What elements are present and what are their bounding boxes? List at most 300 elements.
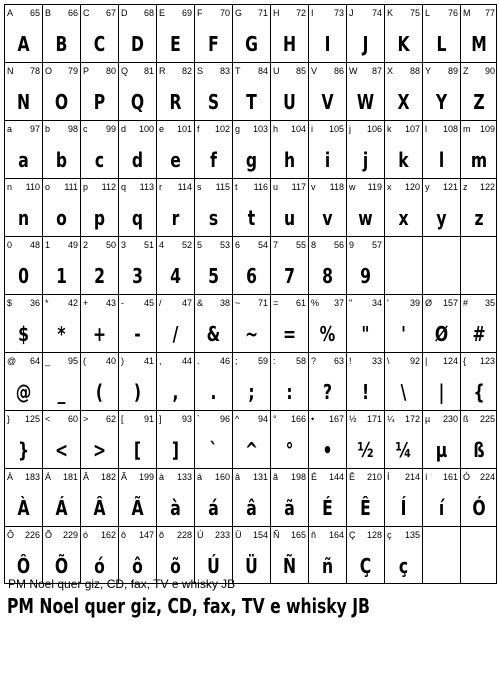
- glyph-code: 181: [62, 472, 78, 482]
- glyph-cell: [156, 294, 194, 352]
- glyph-sample: [465, 551, 493, 581]
- glyph-sample: c: [94, 148, 105, 172]
- glyph-cell: [308, 4, 346, 62]
- glyph-label: [349, 65, 383, 77]
- glyph-sample: Í: [400, 496, 407, 520]
- glyph-cell: [460, 294, 497, 352]
- glyph-cell: [194, 468, 232, 526]
- glyph-code: 154: [252, 530, 268, 540]
- glyph-char-label: e: [159, 124, 165, 134]
- glyph-char-label: ß: [463, 414, 469, 424]
- glyph-cell: [80, 178, 118, 236]
- glyph-char-label: y: [425, 182, 430, 192]
- glyph-label: [159, 297, 193, 309]
- glyph-cell: [42, 120, 80, 178]
- glyph-cell: [232, 294, 270, 352]
- glyph-code: 88: [409, 66, 420, 76]
- glyph-sample: 7: [284, 264, 295, 288]
- glyph-code: 57: [371, 240, 382, 250]
- glyph-code: 33: [371, 356, 382, 366]
- glyph-label: [387, 297, 421, 309]
- glyph-cell: [308, 236, 346, 294]
- glyph-label: [7, 297, 41, 309]
- glyph-sample: 6: [246, 264, 257, 288]
- glyph-label: [463, 297, 496, 309]
- glyph-code: 106: [366, 124, 382, 134]
- glyph-code: 77: [484, 8, 495, 18]
- glyph-label: [273, 181, 307, 193]
- glyph-sample: Ü: [245, 554, 258, 578]
- glyph-char-label: j: [349, 124, 351, 134]
- glyph-cell: [346, 294, 384, 352]
- glyph-label: [121, 181, 155, 193]
- glyph-char-label: }: [7, 414, 11, 424]
- glyph-code: 82: [181, 66, 192, 76]
- glyph-label: [7, 181, 41, 193]
- glyph-cell: [42, 526, 80, 584]
- glyph-label: [121, 413, 155, 425]
- sample-text-large: PM Noel quer giz, CD, fax, TV e whisky JB: [7, 594, 370, 618]
- glyph-cell: [270, 410, 308, 468]
- glyph-char-label: 4: [159, 240, 165, 250]
- glyph-char-label: Q: [121, 66, 129, 76]
- glyph-cell: [422, 4, 460, 62]
- glyph-code: 103: [252, 124, 268, 134]
- glyph-label: [121, 239, 155, 251]
- glyph-char-label: p: [83, 182, 89, 192]
- glyph-sample: á: [208, 496, 219, 520]
- glyph-sample: õ: [170, 554, 181, 578]
- glyph-char-label: N: [7, 66, 14, 76]
- glyph-label: [83, 65, 117, 77]
- glyph-cell: [460, 62, 497, 120]
- glyph-cell: [80, 236, 118, 294]
- glyph-code: 109: [479, 124, 495, 134]
- glyph-label: [425, 471, 459, 483]
- glyph-char-label: D: [121, 8, 128, 18]
- glyph-sample: _: [57, 380, 66, 404]
- glyph-code: 64: [29, 356, 40, 366]
- glyph-cell: [270, 4, 308, 62]
- glyph-code: 95: [67, 356, 78, 366]
- glyph-sample: :: [286, 380, 293, 404]
- glyph-sample: Ø: [434, 322, 449, 346]
- glyph-label: [7, 355, 41, 367]
- glyph-cell: [156, 526, 194, 584]
- glyph-cell: [384, 120, 422, 178]
- glyph-char-label: #: [463, 298, 469, 308]
- glyph-code: 166: [290, 414, 306, 424]
- glyph-cell: [270, 468, 308, 526]
- glyph-char-label: Ã: [121, 472, 128, 482]
- glyph-cell: [194, 526, 232, 584]
- glyph-code: 125: [24, 414, 40, 424]
- glyph-char-label: G: [235, 8, 243, 18]
- glyph-label: [121, 123, 155, 135]
- glyph-cell: [156, 352, 194, 410]
- glyph-char-label: _: [45, 356, 51, 366]
- glyph-label: [387, 355, 421, 367]
- glyph-char-label: @: [7, 356, 17, 366]
- glyph-sample: (: [95, 380, 104, 404]
- glyph-label: [235, 123, 269, 135]
- glyph-cell: [460, 410, 497, 468]
- glyph-cell: [4, 468, 42, 526]
- glyph-char-label: ': [387, 298, 389, 308]
- glyph-cell: [422, 352, 460, 410]
- glyph-sample: /: [172, 322, 179, 346]
- glyph-char-label: .: [197, 356, 200, 366]
- glyph-cell: [460, 352, 497, 410]
- glyph-char-label: i: [311, 124, 313, 134]
- glyph-sample: Q: [130, 90, 145, 114]
- glyph-cell: [194, 410, 232, 468]
- glyph-char-label: $: [7, 298, 13, 308]
- glyph-char-label: {: [463, 356, 467, 366]
- glyph-cell: [232, 236, 270, 294]
- glyph-sample: d: [131, 148, 144, 172]
- glyph-code: 37: [333, 298, 344, 308]
- glyph-label: [197, 413, 231, 425]
- glyph-label: [425, 355, 459, 367]
- glyph-char-label: -: [121, 298, 124, 308]
- glyph-code: 121: [442, 182, 458, 192]
- glyph-cell: [194, 236, 232, 294]
- glyph-cell: [308, 410, 346, 468]
- glyph-label: [235, 529, 269, 541]
- glyph-label: [463, 181, 496, 193]
- glyph-cell: [270, 352, 308, 410]
- glyph-cell: [308, 294, 346, 352]
- glyph-label: [235, 7, 269, 19]
- glyph-char-label: ½: [349, 414, 357, 424]
- glyph-code: 79: [67, 66, 78, 76]
- glyph-label: [235, 297, 269, 309]
- glyph-label: [159, 355, 193, 367]
- glyph-char-label: 5: [197, 240, 203, 250]
- glyph-code: 45: [143, 298, 154, 308]
- glyph-label: [121, 65, 155, 77]
- glyph-label: [83, 529, 117, 541]
- glyph-sample: 8: [322, 264, 333, 288]
- glyph-sample: N: [16, 90, 31, 114]
- glyph-code: 225: [479, 414, 495, 424]
- glyph-sample: 5: [208, 264, 219, 288]
- glyph-cell: [384, 294, 422, 352]
- glyph-cell: [118, 4, 156, 62]
- glyph-code: 93: [181, 414, 192, 424]
- glyph-cell: [384, 4, 422, 62]
- glyph-label: [197, 123, 231, 135]
- glyph-sample: Õ: [54, 554, 69, 578]
- glyph-cell: [156, 62, 194, 120]
- glyph-code: 73: [333, 8, 344, 18]
- glyph-label: [349, 355, 383, 367]
- glyph-label: [387, 529, 421, 541]
- glyph-code: 171: [366, 414, 382, 424]
- glyph-cell: [270, 526, 308, 584]
- glyph-sample: w: [358, 206, 373, 230]
- glyph-label: [425, 239, 459, 251]
- glyph-code: 70: [219, 8, 230, 18]
- glyph-sample: 9: [360, 264, 371, 288]
- glyph-label: [311, 471, 345, 483]
- glyph-sample: {: [473, 380, 485, 404]
- glyph-cell: [270, 294, 308, 352]
- glyph-sample: í: [438, 496, 445, 520]
- glyph-label: [425, 297, 459, 309]
- glyph-sample: ,: [172, 380, 179, 404]
- glyph-cell: [422, 294, 460, 352]
- glyph-cell: [42, 4, 80, 62]
- glyph-char-label: |: [425, 356, 428, 366]
- glyph-sample: ã: [284, 496, 295, 520]
- glyph-cell: [270, 178, 308, 236]
- glyph-cell: [80, 120, 118, 178]
- glyph-code: 48: [29, 240, 40, 250]
- glyph-char-label: `: [197, 414, 200, 424]
- glyph-cell: [42, 468, 80, 526]
- glyph-cell: [270, 236, 308, 294]
- glyph-label: [387, 413, 421, 425]
- glyph-sample: Á: [55, 496, 68, 520]
- glyph-code: 60: [67, 414, 78, 424]
- glyph-cell: [308, 352, 346, 410]
- glyph-label: [45, 7, 79, 19]
- glyph-cell: [232, 468, 270, 526]
- glyph-cell: [422, 178, 460, 236]
- glyph-cell: [42, 62, 80, 120]
- glyph-sample: >: [92, 438, 107, 462]
- glyph-char-label: H: [273, 8, 280, 18]
- glyph-code: 68: [143, 8, 154, 18]
- glyph-char-label: q: [121, 182, 127, 192]
- glyph-char-label: X: [387, 66, 394, 76]
- glyph-char-label: ñ: [311, 530, 317, 540]
- glyph-cell: [4, 4, 42, 62]
- glyph-code: 101: [176, 124, 192, 134]
- glyph-code: 34: [371, 298, 382, 308]
- glyph-label: [235, 413, 269, 425]
- glyph-char-label: ]: [159, 414, 162, 424]
- glyph-label: [197, 181, 231, 193]
- glyph-label: [463, 413, 496, 425]
- glyph-code: 76: [447, 8, 458, 18]
- glyph-label: [425, 181, 459, 193]
- glyph-code: 230: [442, 414, 458, 424]
- glyph-sample: #: [472, 322, 486, 346]
- glyph-char-label: /: [159, 298, 162, 308]
- glyph-sample: ç: [398, 554, 409, 578]
- glyph-sample: J: [362, 32, 369, 56]
- glyph-char-label: W: [349, 66, 358, 76]
- glyph-sample: T: [246, 90, 257, 114]
- glyph-code: 41: [143, 356, 154, 366]
- glyph-sample: Y: [435, 90, 448, 114]
- glyph-cell: [232, 526, 270, 584]
- glyph-sample: à: [170, 496, 181, 520]
- glyph-cell: [422, 410, 460, 468]
- glyph-code: 114: [177, 182, 192, 192]
- glyph-code: 35: [484, 298, 495, 308]
- glyph-label: [463, 529, 496, 541]
- glyph-char-label: c: [83, 124, 88, 134]
- glyph-char-label: ): [121, 356, 124, 366]
- glyph-label: [463, 239, 496, 251]
- glyph-char-label: ~: [235, 298, 241, 308]
- glyph-cell: [194, 4, 232, 62]
- glyph-char-label: \: [387, 356, 390, 366]
- glyph-cell: [42, 294, 80, 352]
- glyph-char-label: ç: [387, 530, 392, 540]
- glyph-cell: [156, 468, 194, 526]
- glyph-char-label: Ú: [197, 530, 204, 540]
- glyph-cell: [4, 352, 42, 410]
- glyph-code: 44: [181, 356, 192, 366]
- glyph-cell: [194, 120, 232, 178]
- glyph-cell: [232, 352, 270, 410]
- glyph-label: [311, 355, 345, 367]
- glyph-char-label: Í: [387, 472, 390, 482]
- glyph-code: 38: [219, 298, 230, 308]
- glyph-code: 51: [143, 240, 154, 250]
- glyph-code: 69: [181, 8, 192, 18]
- glyph-label: [159, 239, 193, 251]
- glyph-sample: Ó: [472, 496, 486, 520]
- glyph-label: [387, 7, 421, 19]
- glyph-char-label: x: [387, 182, 392, 192]
- glyph-label: [463, 7, 496, 19]
- glyph-char-label: =: [273, 298, 279, 308]
- glyph-cell: [194, 62, 232, 120]
- glyph-char-label: f: [197, 124, 200, 134]
- glyph-cell: [270, 62, 308, 120]
- glyph-sample: W: [356, 90, 375, 114]
- glyph-char-label: r: [159, 182, 162, 192]
- glyph-sample: +: [92, 322, 107, 346]
- glyph-code: 123: [479, 356, 495, 366]
- glyph-code: 233: [214, 530, 230, 540]
- glyph-sample: â: [246, 496, 257, 520]
- glyph-sample: Ã: [131, 496, 144, 520]
- glyph-cell: [156, 410, 194, 468]
- glyph-cell: [346, 352, 384, 410]
- glyph-grid: [4, 4, 497, 578]
- glyph-sample: ]: [171, 438, 180, 462]
- glyph-label: [273, 471, 307, 483]
- glyph-sample: U: [283, 90, 296, 114]
- glyph-code: 183: [24, 472, 40, 482]
- glyph-label: [425, 413, 459, 425]
- grid-border-right: [496, 4, 497, 584]
- glyph-sample: b: [55, 148, 68, 172]
- glyph-char-label: P: [83, 66, 90, 76]
- glyph-cell: [270, 120, 308, 178]
- glyph-label: [197, 7, 231, 19]
- glyph-code: 100: [138, 124, 154, 134]
- glyph-sample: ): [133, 380, 142, 404]
- glyph-cell: [346, 62, 384, 120]
- glyph-sample: É: [322, 496, 333, 520]
- glyph-sample: K: [397, 32, 410, 56]
- glyph-sample: Â: [93, 496, 106, 520]
- glyph-char-label: [: [121, 414, 124, 424]
- glyph-cell: [460, 4, 497, 62]
- glyph-code: 224: [479, 472, 495, 482]
- glyph-sample: $: [18, 322, 29, 346]
- glyph-label: [235, 65, 269, 77]
- glyph-sample: Ê: [360, 496, 371, 520]
- glyph-sample: v: [322, 206, 333, 230]
- glyph-char-label: k: [387, 124, 392, 134]
- glyph-sample: ¼: [395, 438, 412, 462]
- glyph-sample: !: [361, 380, 370, 404]
- glyph-char-label: 8: [311, 240, 317, 250]
- glyph-cell: [422, 120, 460, 178]
- glyph-cell: [460, 468, 497, 526]
- glyph-label: [273, 413, 307, 425]
- glyph-label: [197, 239, 231, 251]
- glyph-cell: [346, 178, 384, 236]
- glyph-label: [425, 7, 459, 19]
- glyph-cell: [118, 526, 156, 584]
- glyph-char-label: L: [425, 8, 431, 18]
- glyph-char-label: í: [425, 472, 428, 482]
- glyph-code: 80: [105, 66, 116, 76]
- glyph-char-label: &: [197, 298, 204, 308]
- glyph-label: [121, 529, 155, 541]
- glyph-cell: [346, 4, 384, 62]
- glyph-label: [311, 181, 345, 193]
- glyph-label: [159, 181, 193, 193]
- glyph-code: 74: [371, 8, 382, 18]
- glyph-code: 117: [291, 182, 306, 192]
- glyph-code: 160: [214, 472, 230, 482]
- glyph-char-label: ô: [121, 530, 127, 540]
- glyph-code: 65: [29, 8, 40, 18]
- glyph-label: [311, 297, 345, 309]
- glyph-code: 47: [181, 298, 192, 308]
- glyph-code: 124: [442, 356, 458, 366]
- glyph-label: [235, 239, 269, 251]
- glyph-sample: Ñ: [282, 554, 297, 578]
- glyph-sample: p: [93, 206, 106, 230]
- glyph-char-label: Ó: [463, 472, 471, 482]
- glyph-code: 62: [105, 414, 116, 424]
- glyph-char-label: ó: [83, 530, 89, 540]
- glyph-code: 210: [366, 472, 382, 482]
- glyph-char-label: 3: [121, 240, 127, 250]
- glyph-char-label: Y: [425, 66, 432, 76]
- glyph-cell: [4, 294, 42, 352]
- glyph-label: [121, 355, 155, 367]
- glyph-code: 157: [442, 298, 458, 308]
- glyph-sample: .: [210, 380, 217, 404]
- glyph-sample: [427, 261, 456, 291]
- glyph-char-label: R: [159, 66, 166, 76]
- glyph-char-label: â: [235, 472, 241, 482]
- glyph-label: [273, 529, 307, 541]
- glyph-label: [235, 355, 269, 367]
- glyph-cell: [118, 120, 156, 178]
- glyph-char-label: I: [311, 8, 314, 18]
- glyph-label: [311, 65, 345, 77]
- glyph-sample: I: [324, 32, 331, 56]
- glyph-char-label: J: [349, 8, 354, 18]
- glyph-char-label: l: [425, 124, 427, 134]
- glyph-sample: ½: [357, 438, 374, 462]
- glyph-cell: [118, 468, 156, 526]
